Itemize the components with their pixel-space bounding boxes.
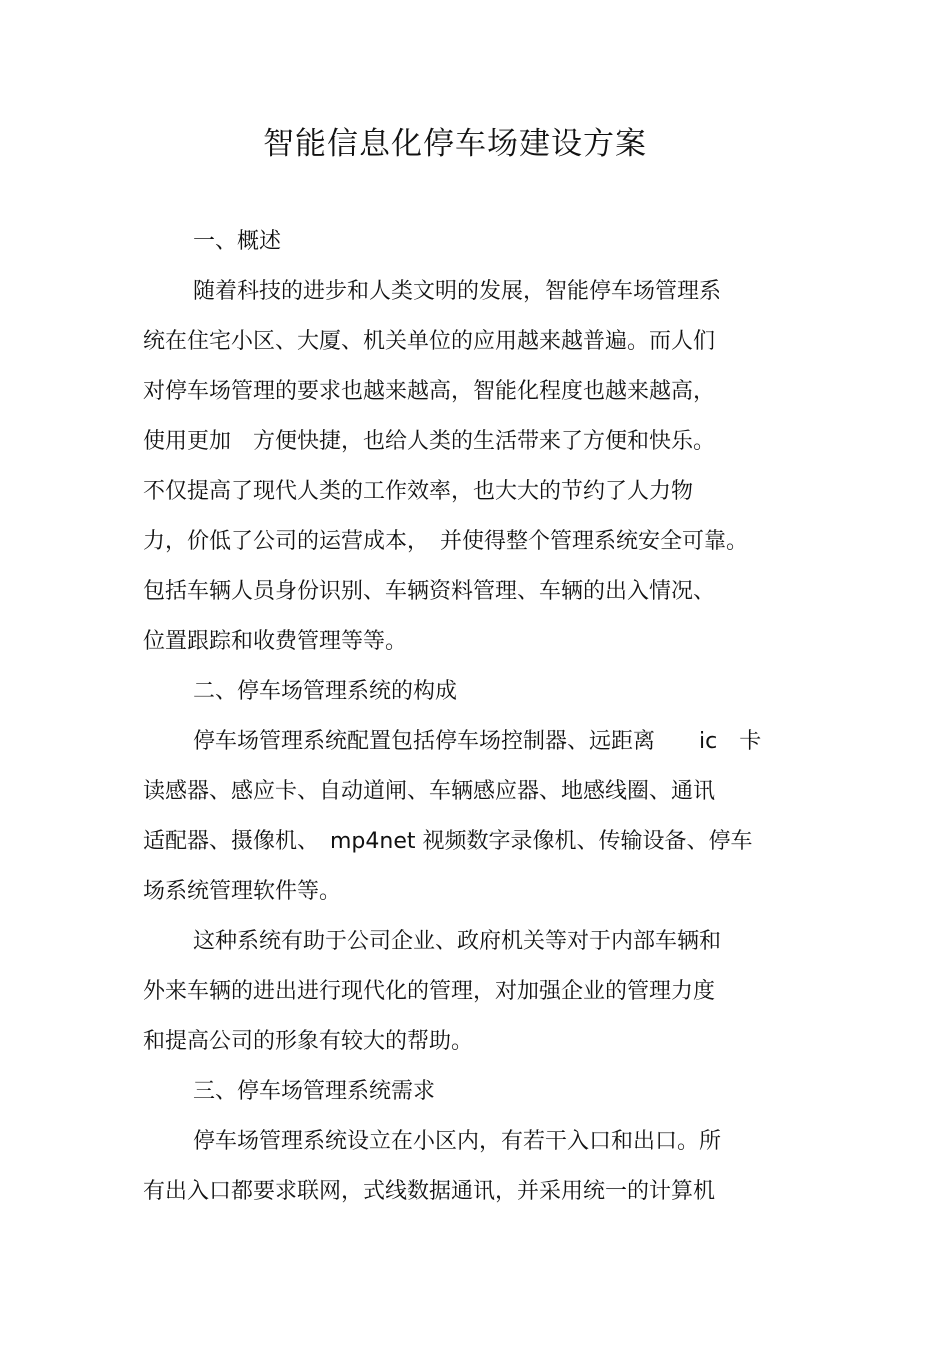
paragraph-line: 力，价低了公司的运营成本， 并使得整个管理系统安全可靠。 <box>143 529 749 554</box>
heading-overview: 一、概述 <box>193 229 282 254</box>
paragraph-line: 读感器、感应卡、自动道闸、车辆感应器、地感线圈、通讯 <box>143 779 716 804</box>
paragraph-line: 有出入口都要求联网，式线数据通讯，并采用统一的计算机 <box>143 1179 716 1204</box>
paragraph-line: 不仅提高了现代人类的工作效率，也大大的节约了人力物 <box>143 479 694 504</box>
paragraph-line: 包括车辆人员身份识别、车辆资料管理、车辆的出入情况、 <box>143 579 716 604</box>
paragraph-line: 和提高公司的形象有较大的帮助。 <box>143 1029 474 1054</box>
heading-composition: 二、停车场管理系统的构成 <box>193 679 458 704</box>
paragraph-line: 外来车辆的进出进行现代化的管理，对加强企业的管理力度 <box>143 979 716 1004</box>
paragraph-line: 适配器、摄像机、 mp4net 视频数字录像机、传输设备、停车 <box>143 829 753 854</box>
heading-requirements: 三、停车场管理系统需求 <box>193 1079 436 1104</box>
paragraph-line: 统在住宅小区、大厦、机关单位的应用越来越普遍。而人们 <box>143 329 716 354</box>
paragraph-line: 场系统管理软件等。 <box>143 879 342 904</box>
paragraph-line: 随着科技的进步和人类文明的发展，智能停车场管理系 <box>193 279 722 304</box>
paragraph-line: 停车场管理系统设立在小区内，有若干入口和出口。所 <box>193 1129 722 1154</box>
paragraph-line: 对停车场管理的要求也越来越高，智能化程度也越来越高， <box>143 379 716 404</box>
document-title: 智能信息化停车场建设方案 <box>263 126 647 162</box>
paragraph-line: 位置跟踪和收费管理等等。 <box>143 629 408 654</box>
paragraph-line: 使用更加 方便快捷，也给人类的生活带来了方便和快乐。 <box>143 429 716 454</box>
paragraph-line: 这种系统有助于公司企业、政府机关等对于内部车辆和 <box>193 929 722 954</box>
paragraph-line: 停车场管理系统配置包括停车场控制器、远距离 ic 卡 <box>193 729 762 754</box>
